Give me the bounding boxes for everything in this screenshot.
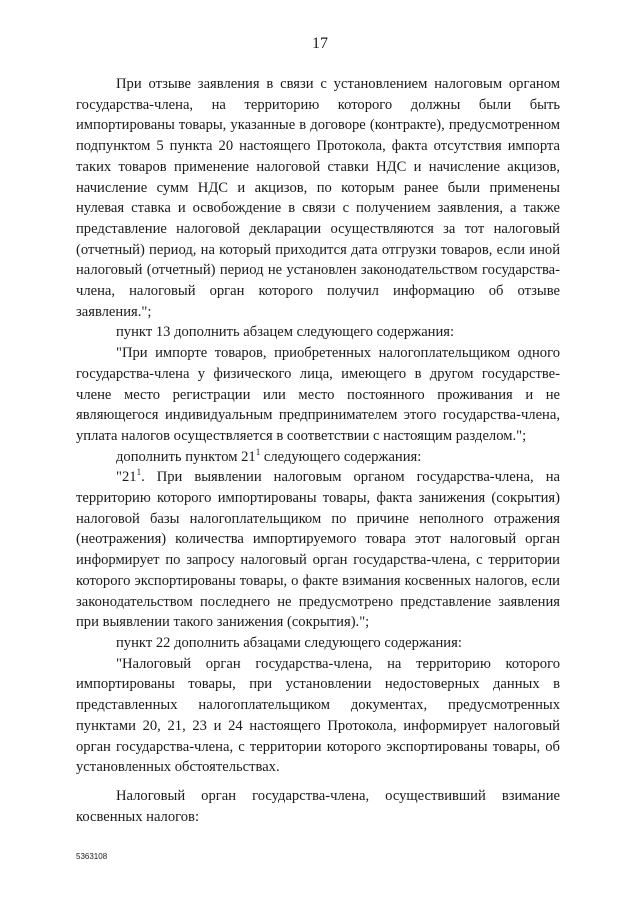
text-segment: дополнить пунктом 21 xyxy=(116,448,256,465)
text-segment: следующего содержания: xyxy=(260,448,422,465)
text-segment: "21 xyxy=(116,469,137,486)
paragraph-point-21-1-intro xyxy=(76,447,560,468)
paragraph-point-22-intro: пункт 22 дополнить абзацами следующего содержания: xyxy=(116,634,462,651)
document-body xyxy=(76,74,560,827)
paragraph-point-21-1-text xyxy=(76,467,560,633)
superscript: 1 xyxy=(136,467,142,478)
superscript: 1 xyxy=(255,446,261,457)
text-segment: . При выявлении налоговым органом государства-члена, на территорию которого импортированы товары, факта занижения (сокрытия) налоговой базы налогоплательщиком по причине неполного отражения (неотражения) количества импортируемого товара этот налоговый орган информирует по запросу налоговый орган государства-члена, с территории которого экспортированы товары, о факте взимания косвенных налогов, если законодательством последнего не предусмотрено представление заявления при выявлении такого занижения (сокрытия)."; xyxy=(76,469,560,631)
document-code: 5363108 xyxy=(76,852,108,861)
paragraph-recall-application: При отзыве заявления в связи с установлением налоговым органом государства-члена, на территорию которого должны были быть импортированы товары, указанные в договоре (контракте), предусмотренном подпунктом 5 пункта 20 настоящего Протокола, факта отсутствия импорта таких товаров применение налоговой ставки НДС и начисление акцизов, начисление сумм НДС и акцизов, по которым ранее были применены нулевая ставка и освобождение в связи с получением заявления, а также представление налоговой декларации осуществляются за тот налоговый (отчетный) период, на который приходится дата отгрузки товаров, если иной налоговый (отчетный) период не установлен законодательством государства-члена, налоговый орган которого получил информацию об отзыве заявления."; xyxy=(76,76,560,320)
page-number: 17 xyxy=(312,35,328,52)
paragraph-point-13-intro: пункт 13 дополнить абзацем следующего содержания: xyxy=(116,324,455,341)
paragraph-invalid-data: "Налоговый орган государства-члена, на территорию которого импортированы товары, при установлении недостоверных данных в представленных налогоплательщиком документах, предусмотренных пунктами 20, 21, 23 и 24 настоящего Протокола, информирует налоговый орган государства-члена, с территории которого экспортированы товары, об установленных обстоятельствах. xyxy=(76,655,560,776)
paragraph-import-from-individual: "При импорте товаров, приобретенных налогоплательщиком одного государства-члена у физического лица, имеющего в другом государстве-члене место регистрации или место постоянного проживания и не являющегося индивидуальным предпринимателем этого государства-члена, уплата налогов осуществляется в соответствии с настоящим разделом."; xyxy=(76,345,560,444)
paragraph-tax-authority-collected: Налоговый орган государства-члена, осуществивший взимание косвенных налогов: xyxy=(76,787,560,825)
